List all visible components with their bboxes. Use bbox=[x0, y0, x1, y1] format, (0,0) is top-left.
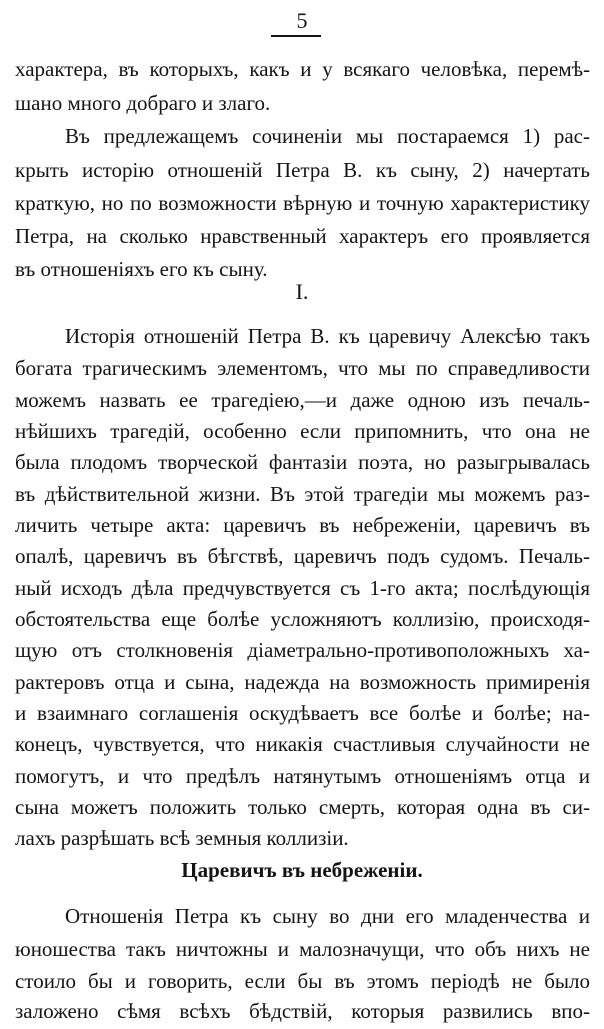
text-line: Въ предлежащемъ сочиненіи мы постараемся 1) рас- bbox=[65, 124, 590, 148]
text-line: обстоятельства еще болѣе усложняютъ коллизію, происходя- bbox=[15, 607, 590, 631]
text-line: ный исходъ дѣла предчувствуется съ 1-го акта; послѣдующія bbox=[15, 576, 590, 600]
text-line: помогутъ, и что предѣлъ натянутымъ отношеніямъ отца и bbox=[15, 764, 590, 788]
text-line: конецъ, чувствуется, что никакія счастливыя случайности не bbox=[15, 732, 590, 756]
text-line: шано много добраго и злаго. bbox=[15, 91, 271, 115]
text-line: лахъ разрѣшать всѣ земныя коллизіи. bbox=[15, 826, 349, 850]
text-line: заложено сѣмя всѣхъ бѣдствій, которыя развились впо- bbox=[15, 999, 590, 1023]
page-number: 5 bbox=[296, 8, 308, 33]
page-number-rule bbox=[271, 35, 321, 37]
text-line: личить четыре акта: царевичъ въ небреженіи, царевичъ въ bbox=[15, 513, 590, 537]
text-line: въ дѣйствительной жизни. Въ этой трагедіи мы можемъ раз- bbox=[15, 482, 590, 506]
text-line: Петра, на сколько нравственный характеръ его проявляется bbox=[15, 224, 590, 248]
text-line: юношества такъ ничтожны и малозначущи, что объ нихъ не bbox=[15, 937, 590, 961]
text-line: въ отношеніяхъ его къ сыну. bbox=[15, 257, 268, 281]
text-line: крыть исторію отношеній Петра В. къ сыну, 2) начертать bbox=[15, 158, 590, 182]
text-line: была плодомъ творческой фантазіи поэта, но разыгрывалась bbox=[15, 450, 590, 474]
text-line: богата трагическимъ элементомъ, что мы по справедливости bbox=[15, 356, 590, 380]
text-line: сына можетъ положить только смерть, которая одна въ си- bbox=[15, 795, 590, 819]
text-line: Исторія отношеній Петра В. къ царевичу Алексѣю такъ bbox=[65, 324, 590, 348]
section-number: I. bbox=[295, 279, 309, 304]
text-line: опалѣ, царевичъ въ бѣгствѣ, царевичъ подъ судомъ. Печаль- bbox=[15, 544, 590, 568]
text-line: рактеровъ отца и сына, надежда на возможность примиренія bbox=[15, 670, 590, 694]
text-line: стоило бы и говорить, если бы въ этомъ періодѣ не было bbox=[15, 969, 590, 993]
text-line: можемъ назвать ее трагедіею,—и даже одною изъ печаль- bbox=[15, 388, 590, 412]
text-line: щую отъ столкновенія діаметрально-противоположныхъ ха- bbox=[15, 638, 590, 662]
text-line: характера, въ которыхъ, какъ и у всякаго человѣка, перемѣ- bbox=[15, 57, 590, 81]
text-line: Отношенія Петра къ сыну во дни его младенчества и bbox=[65, 904, 590, 928]
text-line: нѣйшихъ трагедій, особенно если припомнить, что она не bbox=[15, 419, 590, 443]
text-line: краткую, но по возможности вѣрную и точную характеристику bbox=[15, 191, 590, 215]
text-line: и взаимнаго соглашенія оскудѣваетъ все болѣе и болѣе; на- bbox=[15, 701, 590, 725]
section-title: Царевичъ въ небреженіи. bbox=[181, 858, 423, 882]
